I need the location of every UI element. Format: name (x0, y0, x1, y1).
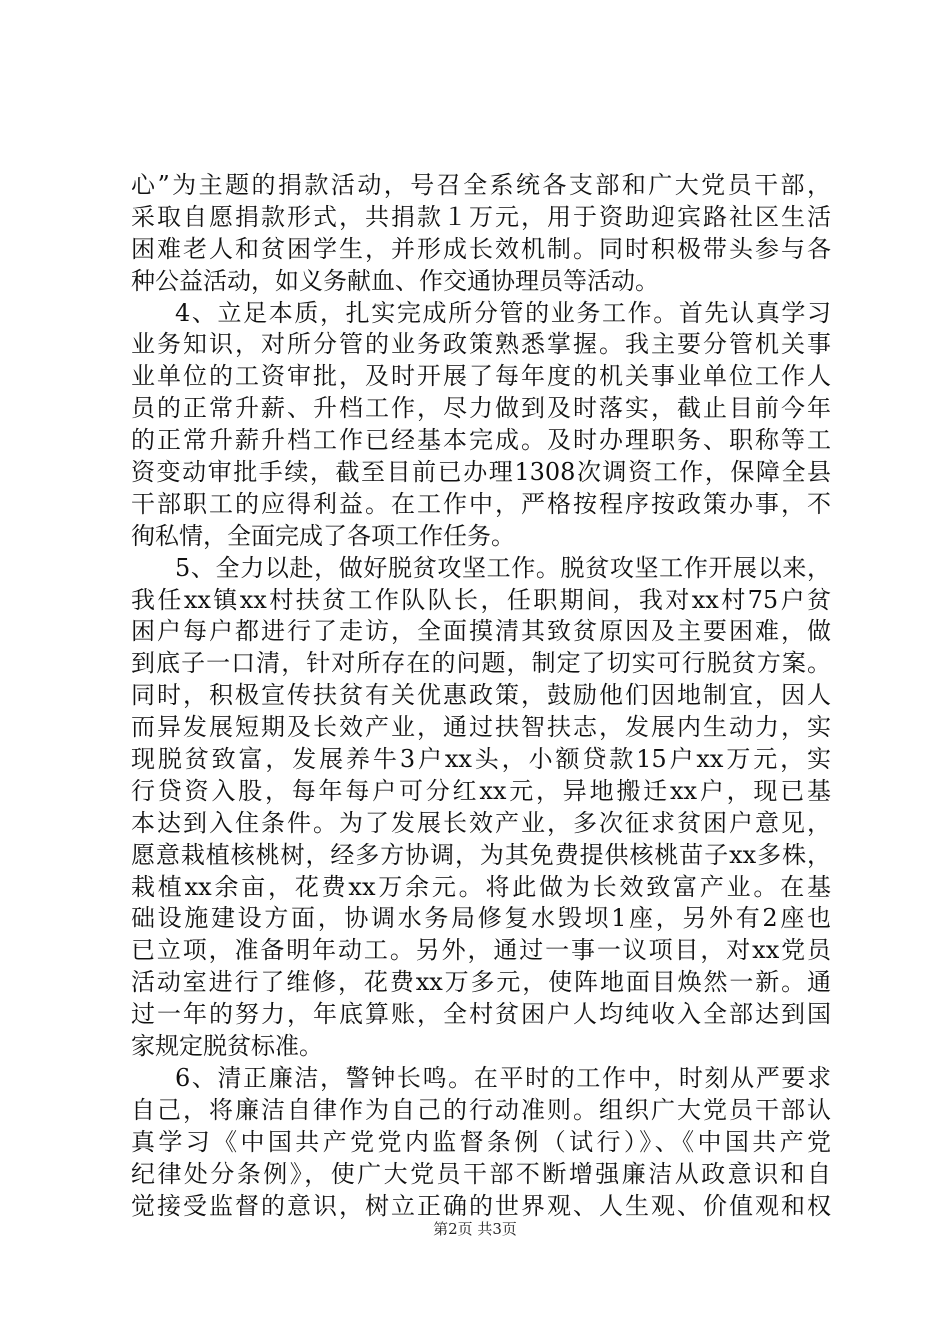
text-line: 采取自愿捐款形式，共捐款１万元，用于资助迎宾路社区生活 (131, 202, 831, 231)
text-line: 心”为主题的捐款活动，号召全系统各支部和广大党员干部， (131, 171, 831, 199)
text-line: 愿意栽植核桃树，经多方协调，为其免费提供核桃苗子xx多株， (131, 840, 831, 869)
text-line: 员的正常升薪、升档工作，尽力做到及时落实，截止目前今年 (131, 394, 831, 423)
text-line: 困难老人和贫困学生，并形成长效机制。同时积极带头参与各 (131, 234, 831, 263)
text-line: 自己，将廉洁自律作为自己的行动准则。组织广大党员干部认 (131, 1095, 831, 1124)
text-line: 资变动审批手续，截至目前已办理1308次调资工作，保障全县 (131, 458, 831, 487)
text-line: 种公益活动，如义务献血、作交通协理员等活动。 (131, 266, 659, 295)
text-line: 的正常升薪升档工作已经基本完成。及时办理职务、职称等工 (131, 426, 831, 455)
text-line: 本达到入住条件。为了发展长效产业，多次征求贫困户意见， (131, 808, 831, 837)
text-line: 活动室进行了维修，花费xx万多元，使阵地面目焕然一新。通 (131, 968, 831, 997)
text-line: 到底子一口清，针对所存在的问题，制定了切实可行脱贫方案。 (131, 649, 831, 678)
text-line: 栽植xx余亩，花费xx万余元。将此做为长效致富产业。在基 (131, 872, 831, 901)
text-line: 徇私情，全面完成了各项工作任务。 (131, 521, 515, 550)
text-line: 础设施建设方面，协调水务局修复水毁坝1座，另外有2座也 (131, 904, 831, 933)
text-line: 纪律处分条例》，使广大党员干部不断增强廉洁从政意识和自 (131, 1159, 831, 1188)
text-line: 干部职工的应得利益。在工作中，严格按程序按政策办事，不 (131, 489, 831, 518)
text-line: 行贷资入股，每年每户可分红xx元，异地搬迁xx户，现已基 (131, 776, 831, 805)
text-line: 业单位的工资审批，及时开展了每年度的机关事业单位工作人 (131, 362, 831, 391)
text-line: 家规定脱贫标准。 (131, 1032, 323, 1061)
paragraph-start-line: 5、全力以赴，做好脱贫攻坚工作。脱贫攻坚工作开展以来， (175, 553, 831, 582)
text-line: 现脱贫致富，发展养牛3户xx头，小额贷款15户xx万元，实 (131, 745, 831, 774)
document-body (131, 170, 831, 1222)
text-line: 已立项，准备明年动工。另外，通过一事一议项目，对xx党员 (131, 936, 831, 965)
text-line: 真学习《中国共产党党内监督条例（试行）》、《中国共产党 (131, 1127, 831, 1156)
paragraph-start-line: 6、清正廉洁，警钟长鸣。在平时的工作中，时刻从严要求 (175, 1063, 831, 1092)
text-line: 业务知识，对所分管的业务政策熟悉掌握。我主要分管机关事 (131, 330, 831, 359)
text-line: 我任xx镇xx村扶贫工作队队长，任职期间，我对xx村75户贫 (131, 585, 831, 614)
text-line: 困户每户都进行了走访，全面摸清其致贫原因及主要困难，做 (131, 617, 831, 646)
text-line: 过一年的努力，年底算账，全村贫困户人均纯收入全部达到国 (131, 1000, 831, 1029)
page-number-footer: 第2页 共3页 (433, 1220, 517, 1238)
text-line: 觉接受监督的意识，树立正确的世界观、人生观、价值观和权 (131, 1191, 831, 1220)
text-line: 同时，积极宣传扶贫有关优惠政策，鼓励他们因地制宜，因人 (131, 681, 831, 710)
paragraph-start-line: 4、立足本质，扎实完成所分管的业务工作。首先认真学习 (175, 298, 831, 327)
text-line: 而异发展短期及长效产业，通过扶智扶志，发展内生动力，实 (131, 713, 831, 742)
